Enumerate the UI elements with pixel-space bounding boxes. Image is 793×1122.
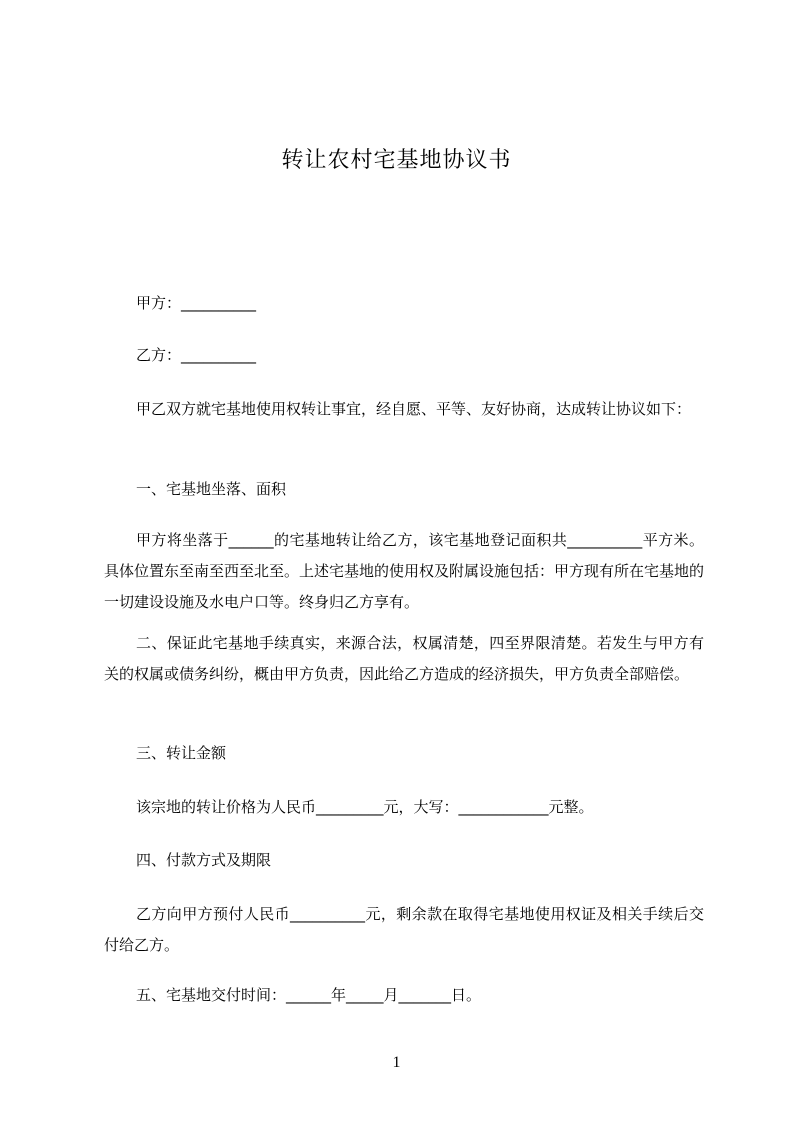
section-4-body: 乙方向甲方预付人民币__________元，剩余款在取得宅基地使用权证及相关手续后交付给乙方。	[104, 905, 704, 954]
section-3-heading: 三、转让金额	[136, 744, 227, 762]
section-3-body: 该宗地的转让价格为人民币_________元，大写：____________元整。	[136, 798, 594, 816]
intro-paragraph: 甲乙双方就宅基地使用权转让事宜，经自愿、平等、友好协商，达成转让协议如下：	[136, 400, 692, 418]
section-1-body: 甲方将坐落于______的宅基地转让给乙方，该宅基地登记面积共__________平方米。具体位置东至南至西至北至。上述宅基地的使用权及附属设施包括：甲方现有所在宅基地的一切建设设施及水电户口等。终身归乙方享有。	[104, 531, 705, 611]
section-1-heading: 一、宅基地坐落、面积	[136, 480, 287, 498]
section-2-body: 二、保证此宅基地手续真实，来源合法，权属清楚，四至界限清楚。若发生与甲方有关的权属或债务纠纷，概由甲方负责，因此给乙方造成的经济损失，甲方负责全部赔偿。	[104, 634, 704, 683]
party-a-line: 甲方：__________	[136, 294, 257, 312]
section-5-line: 五、宅基地交付时间：______年_____月_______日。	[136, 986, 482, 1004]
party-b-line: 乙方：__________	[136, 346, 257, 364]
document-title: 转让农村宅基地协议书	[281, 148, 512, 173]
section-4-heading: 四、付款方式及期限	[136, 851, 272, 869]
page-number: 1	[392, 1054, 401, 1071]
